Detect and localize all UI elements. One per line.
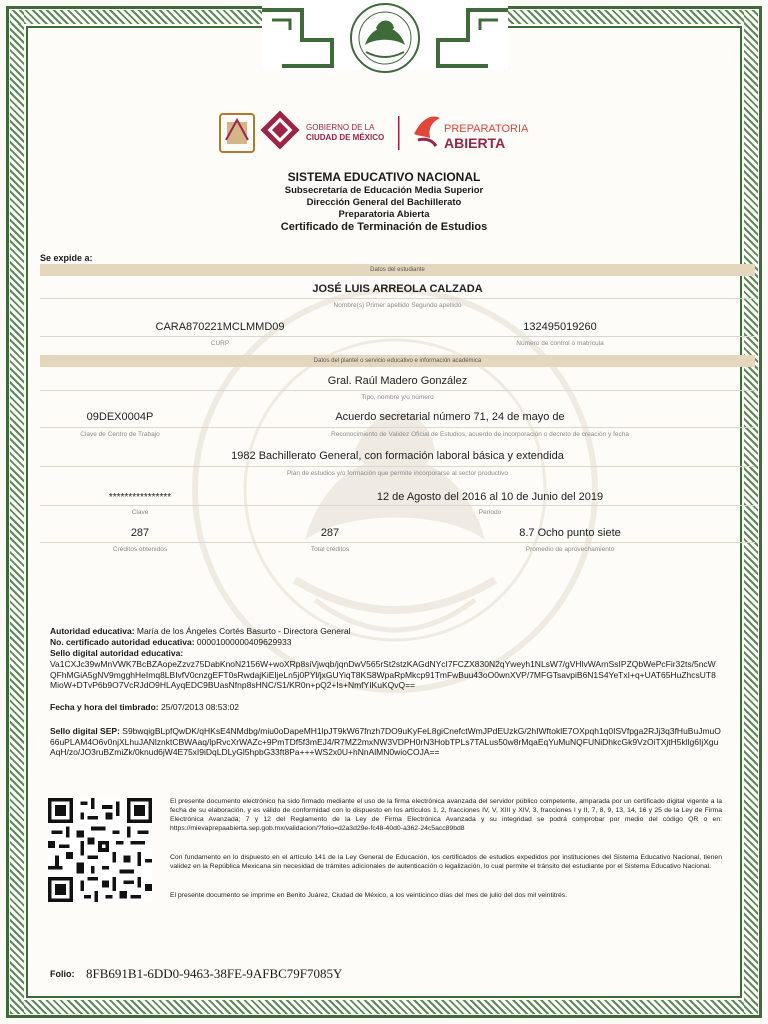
- sep-seal-label: Sello digital SEP:: [50, 726, 120, 736]
- system-title: SISTEMA EDUCATIVO NACIONAL: [287, 170, 481, 184]
- curp-caption: CURP: [210, 340, 230, 347]
- authority-cert-label: No. certificado autoridad educativa:: [50, 637, 195, 647]
- clave-caption: Clave: [131, 509, 149, 516]
- sep-seal-value: S9bwqigBLpfQwDK/qHKsE4NMdbg/miu0oDapeMH1lpJT9kW67fnzh7DO9uKyFeL8giCnefctWmJPdEUzkG/2hIWftoklE7OXpqh1q0ISVfpga2RJj3q3fHuBuJmuO66uPLAM4O6v0njXLhuJANlznktCBWAaq/lpRvcXrWAZc+9PmTDf5f3mEJ4/R7MZ2mxNW3VDPH0rN3HobTPLs7TALus50w8rMqaEqYuMuNQFUNiDhkcGk9VzOiTXjtH5kllg6IjXguAqH/zo/JO3ruBZmiZk/0knud6jW4E75xI9iDqLDLyGl5hpbG33ft8Pa+++WS2x0U+hNnAlMN0wioCOJA==: [50, 726, 721, 757]
- institution-logos: [218, 110, 558, 158]
- student-name: JOSÉ LUIS ARREOLA CALZADA: [312, 283, 483, 295]
- folio-label: Folio:: [50, 969, 75, 979]
- period-caption: Periodo: [478, 509, 502, 516]
- preparatoria-abierta: Preparatoria Abierta: [338, 209, 430, 220]
- period-value: 12 de Agosto del 2016 al 10 de Junio del 2019: [376, 491, 604, 503]
- student-name-caption: Nombre(s) Primer apellido Segundo apellido: [333, 302, 462, 309]
- rvoe-caption: Reconocimiento de Validez Oficial de Estudios, acuerdo de incorporación o decreto de creación y fecha: [331, 431, 629, 438]
- validation-qr-code[interactable]: [48, 798, 152, 902]
- prepa-abierta-logo: [414, 117, 529, 151]
- authority-line: [50, 626, 722, 637]
- subsecretaria: Subsecretaría de Educación Media Superior: [284, 185, 484, 196]
- authority-value: María de los Ángeles Cortés Basurto - Directora General: [136, 626, 351, 636]
- school-section-band: Datos del plantel o servicio educativo e información académica: [40, 355, 755, 367]
- certificate-title: Certificado de Terminación de Estudios: [280, 221, 488, 233]
- authority-seal-value: Va1CXJc39wMnVWK7BcBZAopeZzvz75DabKnoN2156W+woXRp8siVjwqb/jqnDwV565rSt2stzKAGdNYcI7FCZX830N2qYweyh1NLsW7/gVHlvWArnSsIPZQbWePcFir32ts/5ncWQFhMGiA5gNV9mgghHeImq8LBIvfV0cnzgEFT0sRwdajKiEIjeLn5j0PYl/jxGUYiqT8KS8WpaRpMkcp91TmFwBuu43oO0wnXVP/7MFGTsavpiB6N1S4YeTxI+q+UAT65HuZhcsUT8MioW+DTvP6b9O7VcRJdO9HLAyqEDC9BUasNfnp8sHNC/S1/KR0n+pQ2+Is+NmfYIKuKQvQ==: [50, 659, 716, 690]
- cct-value: 09DEX0004P: [86, 411, 154, 423]
- credits-value: 287: [130, 527, 150, 539]
- authority-seal-label: Sello digital autoridad educativa:: [50, 648, 184, 658]
- average-value: 8.7 Ocho punto siete: [519, 527, 621, 539]
- stamp-line: [50, 702, 722, 713]
- student-section-band: Datos del estudiante: [40, 264, 755, 276]
- legal-signature-notice: El presente documento electrónico ha sido firmado mediante el uso de la firma electrónica avanzada del servidor público competente, amparada por un certificado digital vigente a la fecha de su elaboración, y es válido de conformidad con lo dispuesto en los artículos 1, 2, fracciones IV, V, XIII y XIV, 3, fracciones I y II, 7, 8, 9, 13, 14, 16 y 25 de la Ley de Firma Electrónica Avanzada; 7 y 12 del Reglamento de la Ley de Firma Electrónica Avanzada y su integridad se podrá comprobar por medio del código QR o en: https://mievaprepaabierta.sep.gob.mx/validacion/?folio=d2a3d29e-fc48-40d0-a362-24c5acc89bd8: [170, 798, 722, 832]
- total-credits-caption: Total créditos: [310, 546, 350, 553]
- authority-label: Autoridad educativa:: [50, 626, 135, 636]
- total-credits-value: 287: [320, 527, 340, 539]
- national-seal-top: [262, 0, 508, 98]
- control-caption: Número de control o matrícula: [516, 340, 604, 347]
- control-number: 132495019260: [523, 321, 597, 333]
- expide-label: Se expide a:: [40, 253, 93, 263]
- stamp-value: 25/07/2013 08:53:02: [161, 702, 240, 712]
- legal-print-location: El presente documento se imprime en Benito Juárez, Ciudad de México, a los veinticinco días del mes de julio del dos mil veintitrés.: [170, 892, 568, 899]
- authority-cert-value: 00001000000409629933: [196, 637, 292, 647]
- direccion-general: Dirección General del Bachillerato: [306, 197, 462, 208]
- prepa-line1: PREPARATORIA: [444, 123, 529, 135]
- sep-seal-block: [50, 726, 722, 758]
- school-name: Gral. Raúl Madero González: [327, 375, 468, 387]
- gov-line1: GOBIERNO DE LA: [306, 123, 375, 132]
- clave-value: ****************: [108, 492, 172, 503]
- curp-value: CARA870221MCLMMD09: [155, 321, 285, 333]
- study-plan-caption: Plan de estudios y/o formación que permite incorporarse al sector productivo: [286, 470, 509, 477]
- authority-cert-line: [50, 637, 722, 648]
- study-plan: 1982 Bachillerato General, con formación laboral básica y extendida: [231, 450, 564, 462]
- school-name-caption: Tipo, nombre y/o número: [361, 394, 434, 401]
- gov-line2: CIUDAD DE MÉXICO: [306, 133, 385, 142]
- stamp-label: Fecha y hora del timbrado:: [50, 702, 159, 712]
- gov-cdmx-logo: [264, 114, 384, 146]
- credits-caption: Créditos obtenidos: [112, 546, 168, 553]
- folio-value: 8FB691B1-6DD0-9463-38FE-9AFBC79F7085Y: [86, 966, 343, 981]
- prepa-line2: ABIERTA: [444, 135, 506, 151]
- legal-validity-notice: Con fundamento en lo dispuesto en el artículo 141 de la Ley General de Educación, los certificados de estudios expedidos por instituciones del Sistema Educativo Nacional, tienen validez en la República Mexicana sin necesidad de trámites adicionales de autenticación o legalización, lo cual permite el tránsito del estudiante por el Sistema Educativo Nacional.: [170, 854, 722, 870]
- rvoe-value: Acuerdo secretarial número 71, 24 de mayo de: [335, 411, 565, 423]
- cct-caption: Clave de Centro de Trabajo: [80, 431, 160, 438]
- average-caption: Promedio de aprovechamiento: [525, 546, 615, 553]
